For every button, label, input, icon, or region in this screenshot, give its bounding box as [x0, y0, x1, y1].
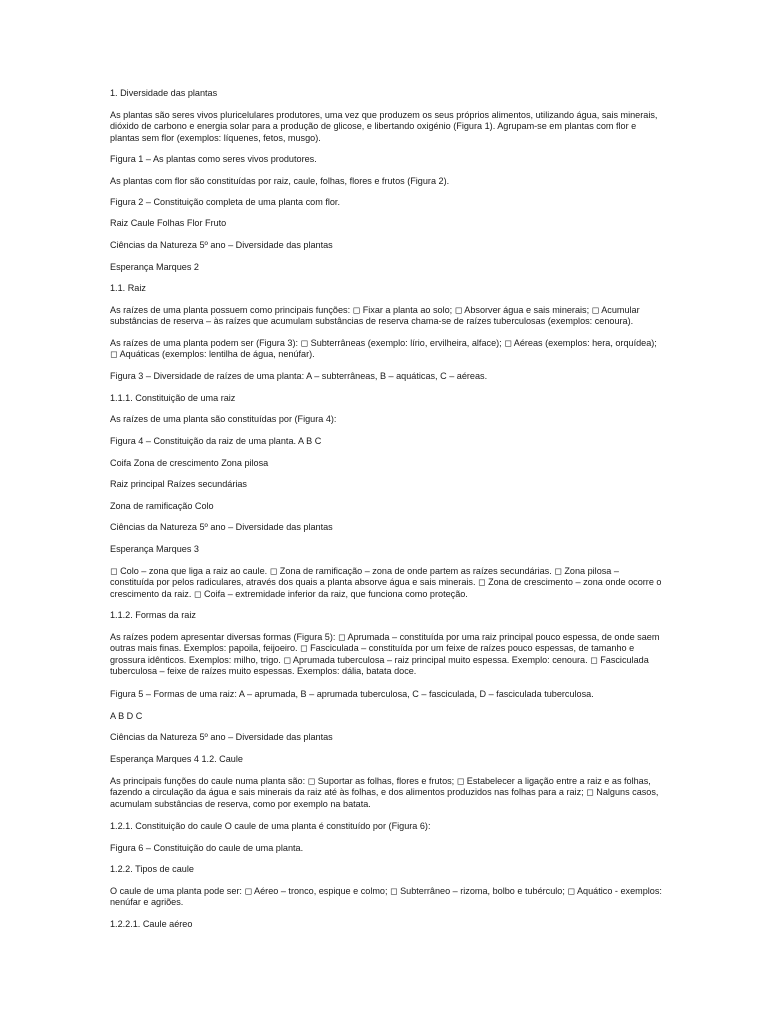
- paragraph-19: Esperança Marques 3: [110, 544, 199, 554]
- paragraph-8: 1.1. Raiz: [110, 283, 146, 293]
- paragraph-5: Raiz Caule Folhas Flor Fruto: [110, 218, 227, 228]
- paragraph-31: O caule de uma planta pode ser: ◻ Aéreo – tronco, espique e colmo; ◻ Subterrâneo – rizoma, bolbo e tubérculo; ◻ Aquático - exemplos: nenúfar e agriões.: [110, 886, 662, 908]
- paragraph-22: As raízes podem apresentar diversas formas (Figura 5): ◻ Aprumada – constituída por uma raiz principal pouco espessa, de onde saem outras mais finas. Exemplos: papoila, feijoeiro. ◻ Fasciculada – constituída por um feixe de raízes pouco espessas, de tamanho e grossura idênticos. Exemplos: milho, trigo. ◻ Aprumada tuberculosa – raiz principal muito espessa. Exemplo: cenoura. ◻ Fasciculada tuberculosa – feixe de raízes muito espessas. Exemplos: dália, batata doce.: [110, 632, 660, 677]
- paragraph-2: Figura 1 – As plantas como seres vivos produtores.: [110, 154, 317, 164]
- paragraph-14: Figura 4 – Constituição da raiz de uma planta. A B C: [110, 436, 322, 446]
- paragraph-15: Coifa Zona de crescimento Zona pilosa: [110, 458, 269, 468]
- paragraph-32: 1.2.2.1. Caule aéreo: [110, 919, 193, 929]
- paragraph-30: 1.2.2. Tipos de caule: [110, 864, 194, 874]
- paragraph-7: Esperança Marques 2: [110, 262, 199, 272]
- paragraph-23: Figura 5 – Formas de uma raiz: A – aprumada, B – aprumada tuberculosa, C – fasciculada, D – fasciculada tuberculosa.: [110, 689, 594, 699]
- paragraph-24: A B D C: [110, 711, 143, 721]
- paragraph-11: Figura 3 – Diversidade de raízes de uma planta: A – subterrâneas, B – aquáticas, C – aéreas.: [110, 371, 488, 381]
- paragraph-12: 1.1.1. Constituição de uma raiz: [110, 393, 236, 403]
- paragraph-18: Ciências da Natureza 5º ano – Diversidade das plantas: [110, 522, 333, 532]
- paragraph-26: Esperança Marques 4 1.2. Caule: [110, 754, 243, 764]
- paragraph-6: Ciências da Natureza 5º ano – Diversidade das plantas: [110, 240, 333, 250]
- paragraph-28: 1.2.1. Constituição do caule O caule de uma planta é constituído por (Figura 6):: [110, 821, 431, 831]
- paragraph-1: As plantas são seres vivos pluricelulares produtores, uma vez que produzem os seus próprios alimentos, utilizando água, sais minerais, dióxido de carbono e energia solar para a produção de glicose, e libertando oxigénio (Figura 1). Agrupam-se em plantas com flor e plantas sem flor (exemplos: líquenes, fetos, musgo).: [110, 110, 658, 143]
- paragraph-21: 1.1.2. Formas da raiz: [110, 610, 196, 620]
- paragraph-20: ◻ Colo – zona que liga a raiz ao caule. ◻ Zona de ramificação – zona de onde partem as raízes secundárias. ◻ Zona pilosa – constituída por pelos radiculares, através dos quais a planta absorve água e sais minerais. ◻ Zona de crescimento – zona onde ocorre o crescimento da raiz. ◻ Coifa – extremidade inferior da raiz, que funciona como proteção.: [110, 566, 662, 599]
- paragraph-0: 1. Diversidade das plantas: [110, 88, 218, 98]
- paragraph-10: As raízes de uma planta podem ser (Figura 3): ◻ Subterrâneas (exemplo: lírio, ervilheira, alface); ◻ Aéreas (exemplos: hera, orquídea); ◻ Aquáticas (exemplos: lentilha de água, nenúfar).: [110, 338, 657, 360]
- paragraph-4: Figura 2 – Constituição completa de uma planta com flor.: [110, 197, 340, 207]
- paragraph-9: As raízes de uma planta possuem como principais funções: ◻ Fixar a planta ao solo; ◻ Absorver água e sais minerais; ◻ Acumular substâncias de reserva – às raízes que acumulam substâncias de reserva chama-se de raízes tuberculosas (exemplos: cenoura).: [110, 305, 640, 327]
- paragraph-13: As raízes de uma planta são constituídas por (Figura 4):: [110, 414, 337, 424]
- paragraph-3: As plantas com flor são constituídas por raiz, caule, folhas, flores e frutos (Figura 2).: [110, 176, 450, 186]
- paragraph-27: As principais funções do caule numa planta são: ◻ Suportar as folhas, flores e frutos; ◻ Estabelecer a ligação entre a raiz e as folhas, fazendo a circulação da água e sais minerais da raiz até às folhas, e dos alimentos produzidos nas folhas para a raiz; ◻ Nalguns casos, acumulam substâncias de reserva, como por exemplo na batata.: [110, 776, 659, 809]
- paragraph-29: Figura 6 – Constituição do caule de uma planta.: [110, 843, 304, 853]
- paragraph-16: Raiz principal Raízes secundárias: [110, 479, 247, 489]
- paragraph-25: Ciências da Natureza 5º ano – Diversidade das plantas: [110, 732, 333, 742]
- paragraph-17: Zona de ramificação Colo: [110, 501, 214, 511]
